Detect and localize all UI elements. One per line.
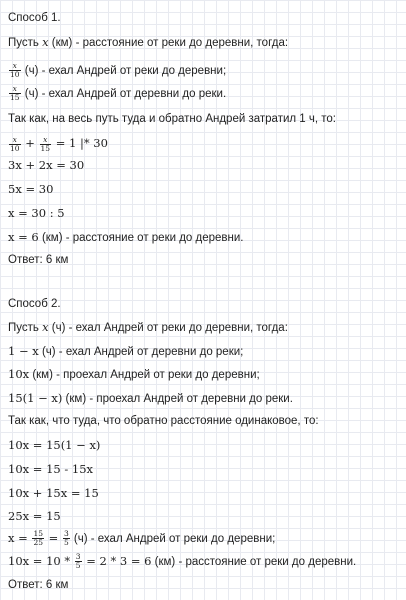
denominator: 15 — [10, 93, 20, 103]
fraction — [9, 62, 21, 79]
equation-lhs: 10x = 10 * — [8, 554, 74, 568]
method2-equation-1: 10x = 15(1 − x) — [8, 438, 101, 452]
equation-rhs: = 1 |* 30 — [52, 136, 108, 150]
fraction — [9, 85, 21, 102]
equation-math: 1 − x — [8, 344, 39, 358]
method2-line-2 — [8, 365, 260, 383]
method2-since-line: Так как, что туда, что обратно расстояние одинаковое, то: — [8, 415, 319, 427]
equation-math: 15(1 − x) — [8, 391, 63, 405]
fraction — [32, 530, 44, 547]
method1-fraction-line-1 — [8, 62, 226, 80]
method2-equation-6 — [8, 552, 356, 570]
method1-equation-1 — [8, 134, 108, 152]
method1-fraction-line-2 — [8, 85, 226, 103]
denominator: 5 — [63, 538, 69, 548]
equation-lhs: x = — [8, 531, 32, 545]
method1-since-line: Так как, на весь путь туда и обратно Андрей затратил 1 ч, то: — [8, 113, 336, 125]
equation-math: x = 6 — [8, 230, 39, 244]
equation-text: (км) - проехал Андрей от реки до деревни; — [29, 369, 260, 381]
let-prefix: Пусть — [8, 322, 43, 334]
let-text: (ч) - ехал Андрей от реки до деревни, тогда: — [48, 322, 288, 334]
denominator: 10 — [10, 143, 20, 153]
numerator: 3 — [63, 529, 69, 539]
fraction — [75, 553, 82, 570]
fraction — [40, 136, 52, 153]
equation-text: (ч) - ехал Андрей от реки до деревни; — [70, 533, 276, 545]
numerator: x — [9, 136, 21, 145]
method2-equation-3: 10x + 15x = 15 — [8, 486, 99, 500]
denominator: 15 — [40, 143, 51, 153]
method1-equation-3: 5x = 30 — [8, 182, 54, 196]
variable-x: x — [42, 35, 49, 49]
equals-sign: = — [44, 531, 62, 545]
fraction — [63, 530, 70, 547]
method2-line-3 — [8, 389, 293, 407]
equation-math: 10x — [8, 367, 30, 381]
variable-x: x — [42, 320, 49, 334]
method1-equation-5 — [8, 228, 244, 246]
equation-result: = 2 * 3 = 6 — [82, 554, 152, 568]
method1-title: Способ 1. — [8, 12, 61, 24]
numerator: x — [9, 85, 21, 94]
method2-equation-2: 10x = 15 - 15x — [8, 462, 94, 476]
method1-equation-4: x = 30 : 5 — [8, 206, 65, 220]
method1-let-line — [8, 33, 288, 51]
method2-answer: Ответ: 6 км — [8, 579, 69, 591]
method1-equation-2: 3x + 2x = 30 — [8, 158, 85, 172]
equation-text: (км) - проехал Андрей от деревни до реки. — [62, 393, 293, 405]
numerator: x — [40, 136, 52, 145]
numerator: 15 — [33, 529, 43, 539]
let-text: (км) - расстояние от реки до деревни, тогда: — [48, 37, 289, 49]
equation-text: (ч) - ехал Андрей от деревни до реки; — [38, 346, 244, 358]
method1-answer: Ответ: 6 км — [8, 254, 69, 266]
method2-title: Способ 2. — [8, 298, 61, 310]
denominator: 10 — [10, 70, 20, 80]
fraction-text: (ч) - ехал Андрей от деревни до реки. — [21, 88, 227, 100]
fraction-text: (ч) - ехал Андрей от реки до деревни; — [21, 65, 227, 77]
numerator: 3 — [75, 552, 81, 562]
denominator: 25 — [33, 538, 43, 548]
numerator: x — [9, 62, 21, 71]
equation-text: (км) - расстояние от реки до деревни. — [38, 232, 244, 244]
let-prefix: Пусть — [8, 37, 43, 49]
method2-let-line — [8, 318, 288, 336]
method2-equation-4: 25x = 15 — [8, 509, 61, 523]
plus-sign: + — [21, 136, 39, 150]
method2-line-1 — [8, 342, 243, 360]
fraction — [9, 136, 21, 153]
equation-text: (км) - расстояние от реки до деревни. — [151, 556, 357, 568]
method2-equation-5 — [8, 529, 275, 547]
denominator: 5 — [75, 561, 81, 571]
